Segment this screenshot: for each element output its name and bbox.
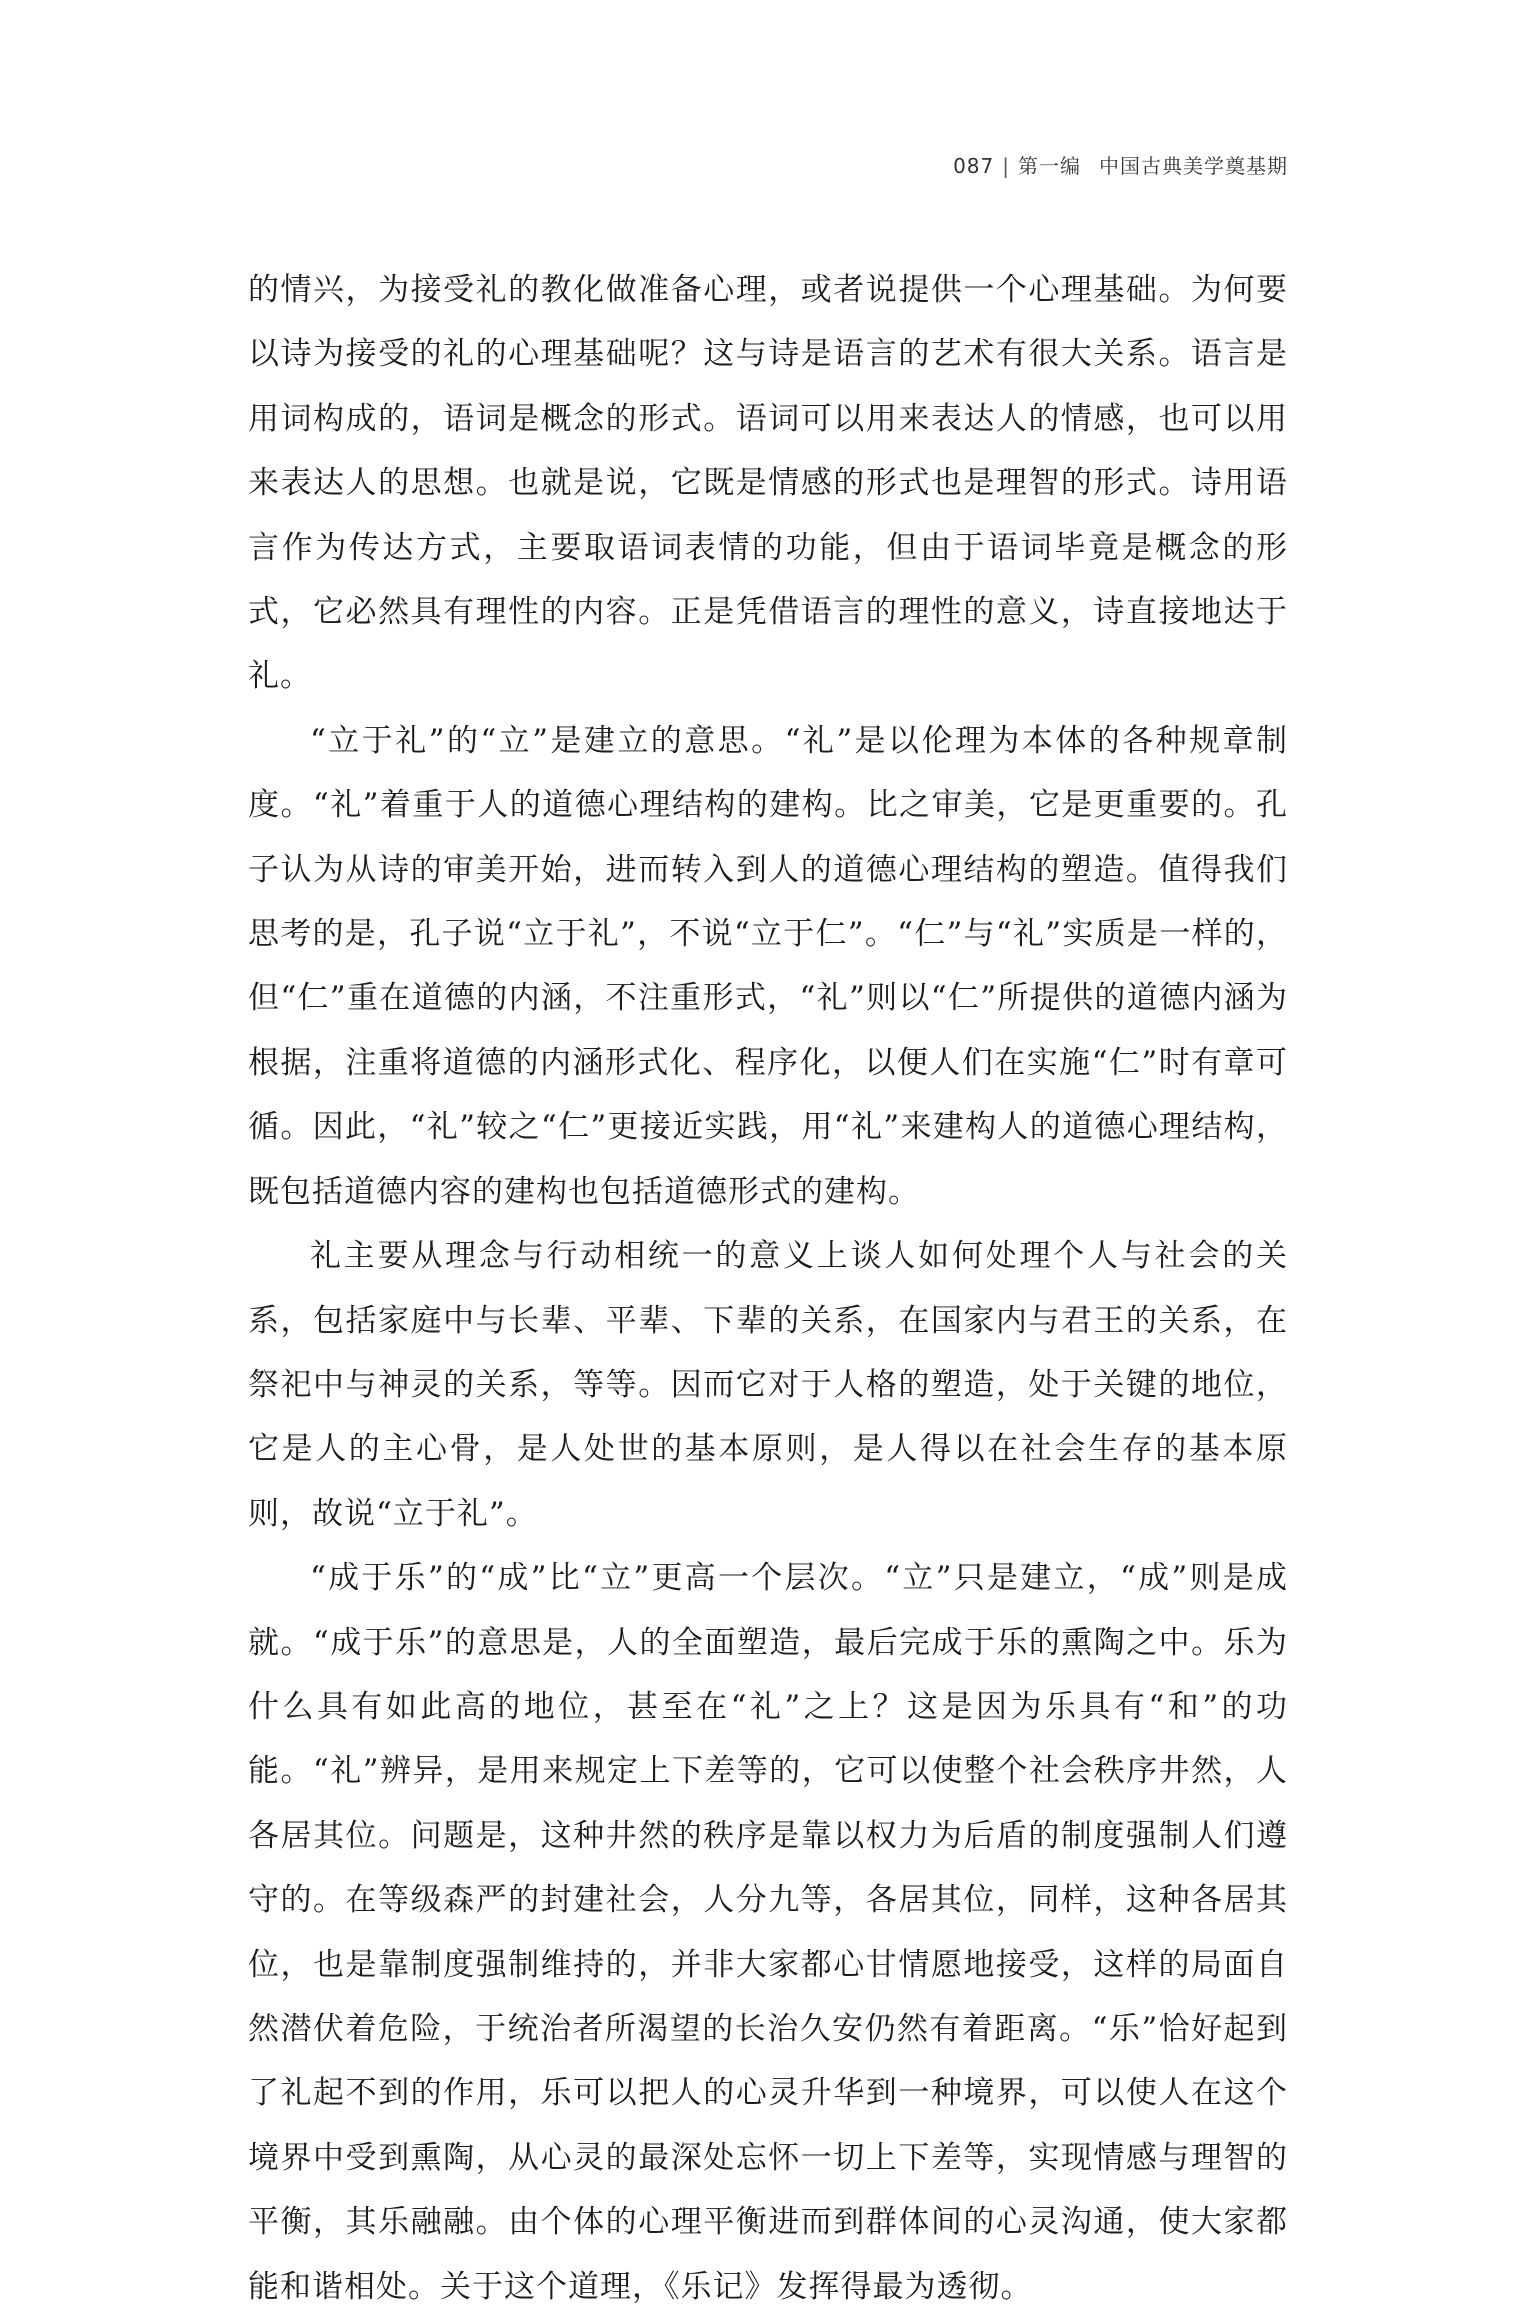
paragraph-cheng-yu-yue: “成于乐”的“成”比“立”更高一个层次。“立”只是建立，“成”则是成就。“成于乐”的意思是，人的全面塑造，最后完成于乐的熏陶之中。乐为什么具有如此高的地位，甚至在“礼”之上？这是因为乐具有“和”的功能。“礼”辨异，是用来规定上下差等的，它可以使整个社会秩序井然，人各居其位。问题是，这种井然的秩序是靠以权力为后盾的制度强制人们遵守的。在等级森严的封建社会，人分九等，各居其位，同样，这种各居其位，也是靠制度强制维持的，并非大家都心甘情愿地接受，这样的局面自然潜伏着危险，于统治者所渴望的长治久安仍然有着距离。“乐”恰好起到了礼起不到的作用，乐可以把人的心灵升华到一种境界，可以使人在这个境界中受到熏陶，从心灵的最深处忘怀一切上下差等，实现情感与理智的平衡，其乐融融。由个体的心理平衡进而到群体间的心灵沟通，使大家都能和谐相处。关于这个道理，《乐记》发挥得最为透彻。 [248, 1560, 1288, 2305]
paragraph-continued: 的情兴，为接受礼的教化做准备心理，或者说提供一个心理基础。为何要以诗为接受的礼的心理基础呢？这与诗是语言的艺术有很大关系。语言是用词构成的，语词是概念的形式。语词可以用来表达人的情感，也可以用来表达人的思想。也就是说，它既是情感的形式也是理智的形式。诗用语言作为传达方式，主要取语词表情的功能，但由于语词毕竟是概念的形式，它必然具有理性的内容。正是凭借语言的理性的意义，诗直接地达于礼。 [248, 272, 1288, 695]
paragraph-li-role: 礼主要从理念与行动相统一的意义上谈人如何处理个人与社会的关系，包括家庭中与长辈、平辈、下辈的关系，在国家内与君王的关系，在祭祀中与神灵的关系，等等。因而它对于人格的塑造，处于关键的地位，它是人的主心骨，是人处世的基本原则，是人得以在社会生存的基本原则，故说“立于礼”。 [248, 1238, 1288, 1532]
body-text [248, 258, 1288, 2319]
page-number: 087 [953, 154, 995, 178]
paragraph-li-yu-li: “立于礼”的“立”是建立的意思。“礼”是以伦理为本体的各种规章制度。“礼”着重于人的道德心理结构的建构。比之审美，它是更重要的。孔子认为从诗的审美开始，进而转入到人的道德心理结构的塑造。值得我们思考的是，孔子说“立于礼”，不说“立于仁”。“仁”与“礼”实质是一样的，但“仁”重在道德的内涵，不注重形式，“礼”则以“仁”所提供的道德内涵为根据，注重将道德的内涵形式化、程序化，以便人们在实施“仁”时有章可循。因此，“礼”较之“仁”更接近实践，用“礼”来建构人的道德心理结构，既包括道德内容的建构也包括道德形式的建构。 [248, 722, 1288, 1210]
running-head [953, 150, 1288, 179]
section-title: 中国古典美学奠基期 [1099, 154, 1288, 178]
part-label: 第一编 [1018, 154, 1081, 178]
header-separator: | [1002, 154, 1010, 178]
